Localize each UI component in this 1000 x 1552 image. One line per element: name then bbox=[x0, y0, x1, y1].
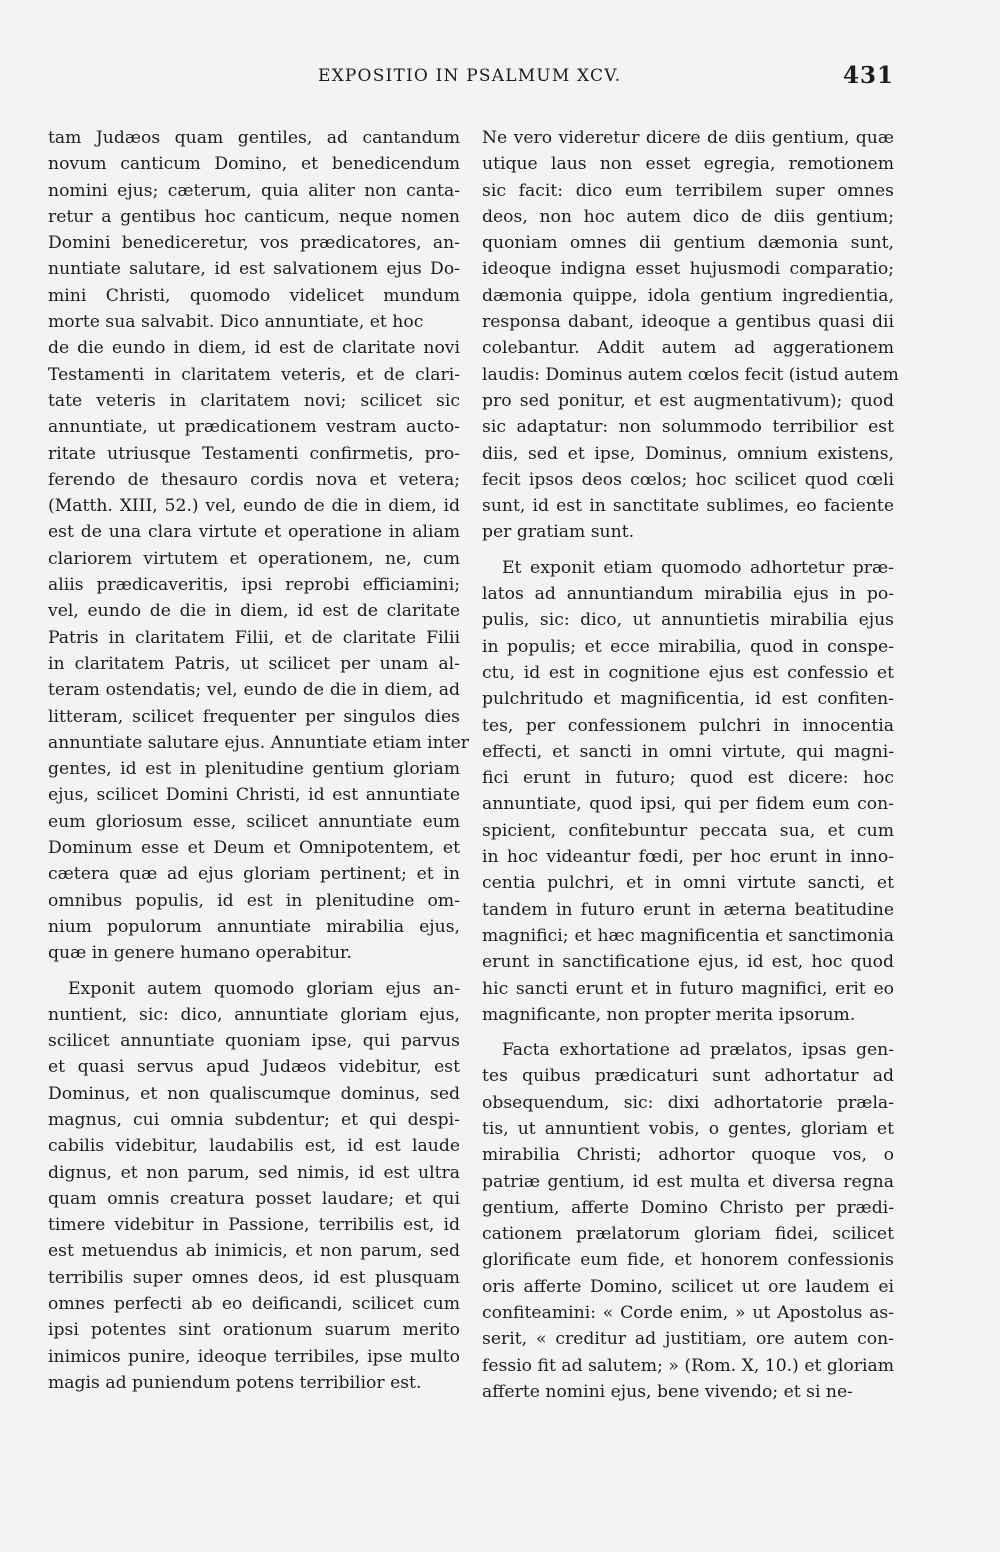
text-line: in hoc videantur fœdi, per hoc erunt in inno- bbox=[482, 847, 894, 868]
text-line: ctu, id est in cognitione ejus est confessio et bbox=[482, 662, 894, 683]
text-line: est de una clara virtute et operatione in aliam bbox=[48, 522, 460, 543]
text-line: nomini ejus; cæterum, quia aliter non canta- bbox=[48, 180, 460, 201]
text-line: obsequendum, sic: dixi adhortatorie præla- bbox=[482, 1092, 894, 1113]
text-line: ferendo de thesauro cordis nova et vetera; bbox=[48, 469, 460, 490]
text-line: tate veteris in claritatem novi; scilicet sic bbox=[48, 390, 460, 411]
text-line: Dominus, et non qualiscumque dominus, sed bbox=[48, 1083, 460, 1104]
text-line: nium populorum annuntiate mirabilia ejus, bbox=[48, 916, 460, 937]
text-line: fessio fit ad salutem; » (Rom. X, 10.) et gloriam bbox=[482, 1355, 894, 1376]
text-line: ideoque indigna esset hujusmodi comparatio; bbox=[482, 259, 894, 280]
text-line: tis, ut annuntient vobis, o gentes, gloriam et bbox=[482, 1118, 894, 1139]
text-line: ipsi potentes sint orationum suarum merito bbox=[48, 1320, 460, 1341]
text-line: nuntiate salutare, id est salvationem ejus Do- bbox=[48, 259, 460, 280]
text-line: (Matth. XIII, 52.) vel, eundo de die in diem, id bbox=[48, 496, 460, 517]
text-line: magnifici; et hæc magnificentia et sanctimonia bbox=[482, 925, 894, 946]
text-line: erunt in sanctificatione ejus, id est, hoc quod bbox=[482, 952, 894, 973]
text-line: inimicos punire, ideoque terribiles, ipse multo bbox=[48, 1346, 460, 1367]
text-line: dignus, et non parum, sed nimis, id est ultra bbox=[48, 1162, 460, 1183]
text-line: centia pulchri, et in omni virtute sancti, et bbox=[482, 873, 894, 894]
text-line: aliis prædicaveritis, ipsi reprobi efficiamini; bbox=[48, 575, 460, 596]
text-line: gentes, id est in plenitudine gentium gloriam bbox=[48, 759, 460, 780]
text-line: fici erunt in futuro; quod est dicere: hoc bbox=[482, 768, 894, 789]
text-line: afferte nomini ejus, bene vivendo; et si ne- bbox=[482, 1381, 853, 1402]
text-line: in claritatem Patris, ut scilicet per unam al- bbox=[48, 653, 460, 674]
text-line: serit, « creditur ad justitiam, ore autem con- bbox=[482, 1329, 894, 1350]
text-line: diis, sed et ipse, Dominus, omnium existens, bbox=[482, 443, 894, 464]
right-column bbox=[482, 125, 899, 1405]
text-line: magnus, cui omnia subdentur; et qui despi- bbox=[48, 1109, 460, 1130]
left-column bbox=[48, 125, 470, 1396]
text-line: tes quibus prædicaturi sunt adhortatur ad bbox=[482, 1066, 894, 1087]
text-line: Domini benediceretur, vos prædicatores, an- bbox=[48, 233, 460, 254]
text-line: annuntiate, ut prædicationem vestram aucto- bbox=[48, 417, 460, 438]
text-line: gentium, afferte Domino Christo per prædi- bbox=[482, 1197, 894, 1218]
text-line: pulchritudo et magnificentia, id est confiten- bbox=[482, 689, 894, 710]
text-line: dæmonia quippe, idola gentium ingredientia, bbox=[482, 285, 894, 306]
text-line: terribilis super omnes deos, id est plusquam bbox=[48, 1267, 460, 1288]
text-line: cætera quæ ad ejus gloriam pertinent; et in bbox=[48, 864, 460, 885]
text-line: clariorem virtutem et operationem, ne, cum bbox=[48, 548, 460, 569]
text-line: sic facit: dico eum terribilem super omnes bbox=[482, 180, 894, 201]
text-line: quoniam omnes dii gentium dæmonia sunt, bbox=[482, 233, 894, 254]
text-line: tandem in futuro erunt in æterna beatitudine bbox=[482, 899, 894, 920]
text-line: eum gloriosum esse, scilicet annuntiate eum bbox=[48, 811, 460, 832]
text-line: Dominum esse et Deum et Omnipotentem, et bbox=[48, 838, 460, 859]
text-line: est metuendus ab inimicis, et non parum, sed bbox=[48, 1241, 460, 1262]
text-line: et quasi servus apud Judæos videbitur, est bbox=[48, 1057, 460, 1078]
running-head bbox=[0, 62, 1000, 92]
text-line: hic sancti erunt et in futuro magnifici, erit eo bbox=[482, 978, 894, 999]
text-line: retur a gentibus hoc canticum, neque nomen bbox=[48, 206, 460, 227]
text-line: fecit ipsos deos cœlos; hoc scilicet quod cœli bbox=[482, 469, 894, 490]
text-line: annuntiate salutare ejus. Annuntiate etiam inter bbox=[48, 732, 470, 753]
text-line: quam omnis creatura posset laudare; et qui bbox=[48, 1188, 460, 1209]
text-line: vel, eundo de die in diem, id est de claritate bbox=[48, 601, 460, 622]
text-line: per gratiam sunt. bbox=[482, 522, 635, 543]
text-line: oris afferte Domino, scilicet ut ore laudem ei bbox=[482, 1276, 894, 1297]
text-line: Exponit autem quomodo gloriam ejus an- bbox=[68, 978, 460, 999]
text-line: magis ad puniendum potens terribilior est. bbox=[48, 1372, 422, 1393]
text-line: mirabilia Christi; adhortor quoque vos, o bbox=[482, 1145, 894, 1166]
text-line: confiteamini: « Corde enim, » ut Apostolus as- bbox=[482, 1303, 894, 1324]
text-line: de die eundo in diem, id est de claritate novi bbox=[48, 338, 460, 359]
running-title: EXPOSITIO IN PSALMUM XCV. bbox=[318, 66, 622, 86]
text-line: ejus, scilicet Domini Christi, id est annuntiate bbox=[48, 785, 460, 806]
text-line: morte sua salvabit. Dico annuntiate, et hoc bbox=[48, 312, 424, 333]
text-line: Facta exhortatione ad prælatos, ipsas gen- bbox=[502, 1040, 894, 1061]
text-line: latos ad annuntiandum mirabilia ejus in po- bbox=[482, 584, 894, 605]
text-line: teram ostendatis; vel, eundo de die in diem, ad bbox=[48, 680, 460, 701]
text-line: Ne vero videretur dicere de diis gentium, quæ bbox=[482, 128, 894, 148]
text-line: sunt, id est in sanctitate sublimes, eo faciente bbox=[482, 496, 894, 517]
text-line: Testamenti in claritatem veteris, et de clari- bbox=[48, 364, 460, 385]
text-line: effecti, et sancti in omni virtute, qui magni- bbox=[482, 741, 894, 762]
text-line: cabilis videbitur, laudabilis est, id est laude bbox=[48, 1136, 460, 1157]
text-line: timere videbitur in Passione, terribilis est, id bbox=[48, 1215, 460, 1236]
text-line: glorificate eum fide, et honorem confessionis bbox=[482, 1250, 894, 1271]
text-line: responsa dabant, ideoque a gentibus quasi dii bbox=[482, 312, 894, 333]
text-line: in populis; et ecce mirabilia, quod in conspe- bbox=[482, 636, 894, 657]
page-number: 431 bbox=[843, 62, 895, 89]
text-line: nuntient, sic: dico, annuntiate gloriam ejus, bbox=[48, 1004, 460, 1025]
text-line: deos, non hoc autem dico de diis gentium; bbox=[482, 206, 894, 227]
text-line: magnificante, non propter merita ipsorum. bbox=[482, 1004, 856, 1025]
text-line: omnibus populis, id est in plenitudine om- bbox=[48, 890, 460, 911]
text-line: Patris in claritatem Filii, et de claritate Filii bbox=[48, 627, 460, 648]
text-line: quæ in genere humano operabitur. bbox=[48, 943, 352, 964]
text-line: Et exponit etiam quomodo adhortetur præ- bbox=[502, 557, 894, 578]
text-line: ritate utriusque Testamenti confirmetis, pro- bbox=[48, 443, 460, 464]
text-line: patriæ gentium, id est multa et diversa regna bbox=[482, 1171, 894, 1192]
text-line: omnes perfecti ab eo deificandi, scilicet cum bbox=[48, 1294, 460, 1315]
text-line: litteram, scilicet frequenter per singulos dies bbox=[48, 706, 460, 727]
text-line: laudis: Dominus autem cœlos fecit (istud autem bbox=[482, 364, 899, 385]
text-line: annuntiate, quod ipsi, qui per fidem eum con- bbox=[482, 794, 894, 815]
text-line: pro sed ponitur, et est augmentativum); quod bbox=[482, 390, 894, 411]
text-line: mini Christi, quomodo videlicet mundum bbox=[48, 285, 460, 306]
text-line: utique laus non esset egregia, remotionem bbox=[482, 154, 894, 175]
text-line: colebantur. Addit autem ad aggerationem bbox=[482, 338, 894, 359]
text-line: novum canticum Domino, et benedicendum bbox=[48, 154, 460, 175]
text-line: pulis, sic: dico, ut annuntietis mirabilia ejus bbox=[482, 610, 894, 631]
text-line: scilicet annuntiate quoniam ipse, qui parvus bbox=[48, 1031, 460, 1052]
text-line: cationem prælatorum gloriam fidei, scilicet bbox=[482, 1224, 894, 1245]
text-line: spicient, confitebuntur peccata sua, et cum bbox=[482, 820, 894, 841]
text-line: tes, per confessionem pulchri in innocentia bbox=[482, 715, 894, 736]
text-line: tam Judæos quam gentiles, ad cantandum bbox=[48, 128, 460, 148]
text-line: sic adaptatur: non solummodo terribilior est bbox=[482, 417, 894, 438]
